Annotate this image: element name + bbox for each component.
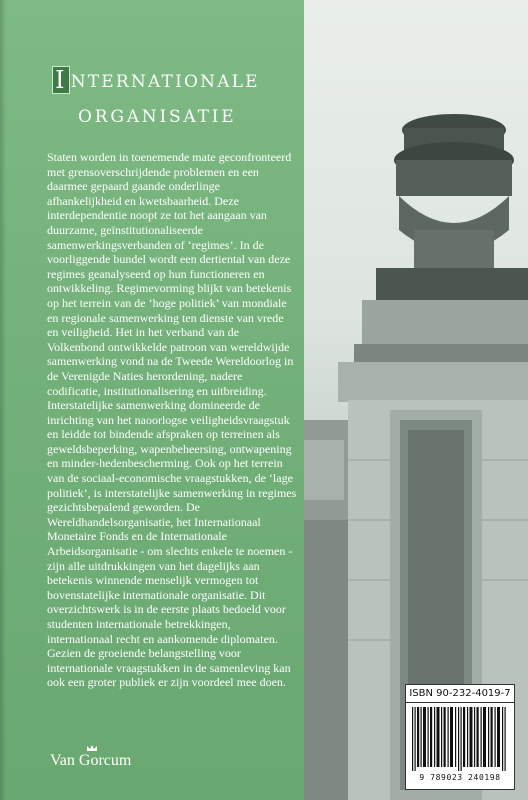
- book-title: [52, 66, 292, 130]
- title-line-1-text: NTERNATIONALE: [70, 72, 260, 92]
- blurb-text: Staten worden in toenemende mate geconfronteerd met grensoverschrijdende problemen en een daarmee gepaard gaande onderlinge afhankelijkheid en kwetsbaarheid. Deze interdependentie noopt ze tot het aangaan van duurzame, geïnstitutionaliseerde samenwerkingsverbanden of ‘regimes’. In de voorliggende bundel wordt een dertiental van deze regimes geanalyseerd op hun functioneren en ontwikkeling. Regimevorming blijkt van betekenis op het terrein van de ‘hoge politiek’ van mondiale en regionale samenwerking ten dienste van vrede en veiligheid. Het in het verband van de Volkenbond ontwikkelde patroon van wereldwijde samenwerking vond na de Tweede Wereldoorlog in de Verenigde Naties herordening, nadere codificatie, institutionalisering en uitbreiding. Interstatelijke samenwerking domineerde de inrichting van het naoorlogse veiligheidsvraagstuk en leidde tot bindende afspraken op terreinen als geweldsbeperking, wapenbeheersing, ontwapening en minder-hedenbescherming. Ook op het terrein van de sociaal-economische vraagstukken, de ‘lage politiek’, is interstatelijke samenwerking in regimes gezichtsbepalend geworden. De Wereldhandelsorganisatie, het Internationaal Monetaire Fonds en de Internationale Arbeidsorganisatie - om slechts enkele te noemen - zijn alle uitdrukkingen van het dagelijks aan betekenis winnende menselijk vermogen tot bovenstatelijke internationale organisatie. Dit overzichtswerk is in de eerste plaats bedoeld voor studenten internationale betrekkingen, internationaal recht en aankomende diplomaten. Gezien de groeiende belangstelling voor internationale vraagstukken in de samenleving kan ook een groter publiek er zijn voordeel mee doen.: [47, 150, 297, 690]
- monument-illustration: [304, 0, 528, 800]
- barcode: [410, 707, 510, 771]
- monument-photo: [304, 0, 528, 800]
- title-initial: I: [52, 66, 70, 94]
- title-line-1: [52, 66, 292, 94]
- back-cover-blurb: [47, 150, 297, 690]
- isbn-barcode-box: [405, 684, 515, 790]
- isbn-label: ISBN 90-232-4019-7: [406, 685, 514, 703]
- publisher-logo: Van Gorcum: [50, 752, 132, 769]
- barcode-digits: 9 789023 240198: [419, 773, 501, 782]
- spine-shadow: [0, 0, 6, 800]
- crown-icon: [86, 744, 98, 752]
- title-line-2: ORGANISATIE: [78, 107, 237, 127]
